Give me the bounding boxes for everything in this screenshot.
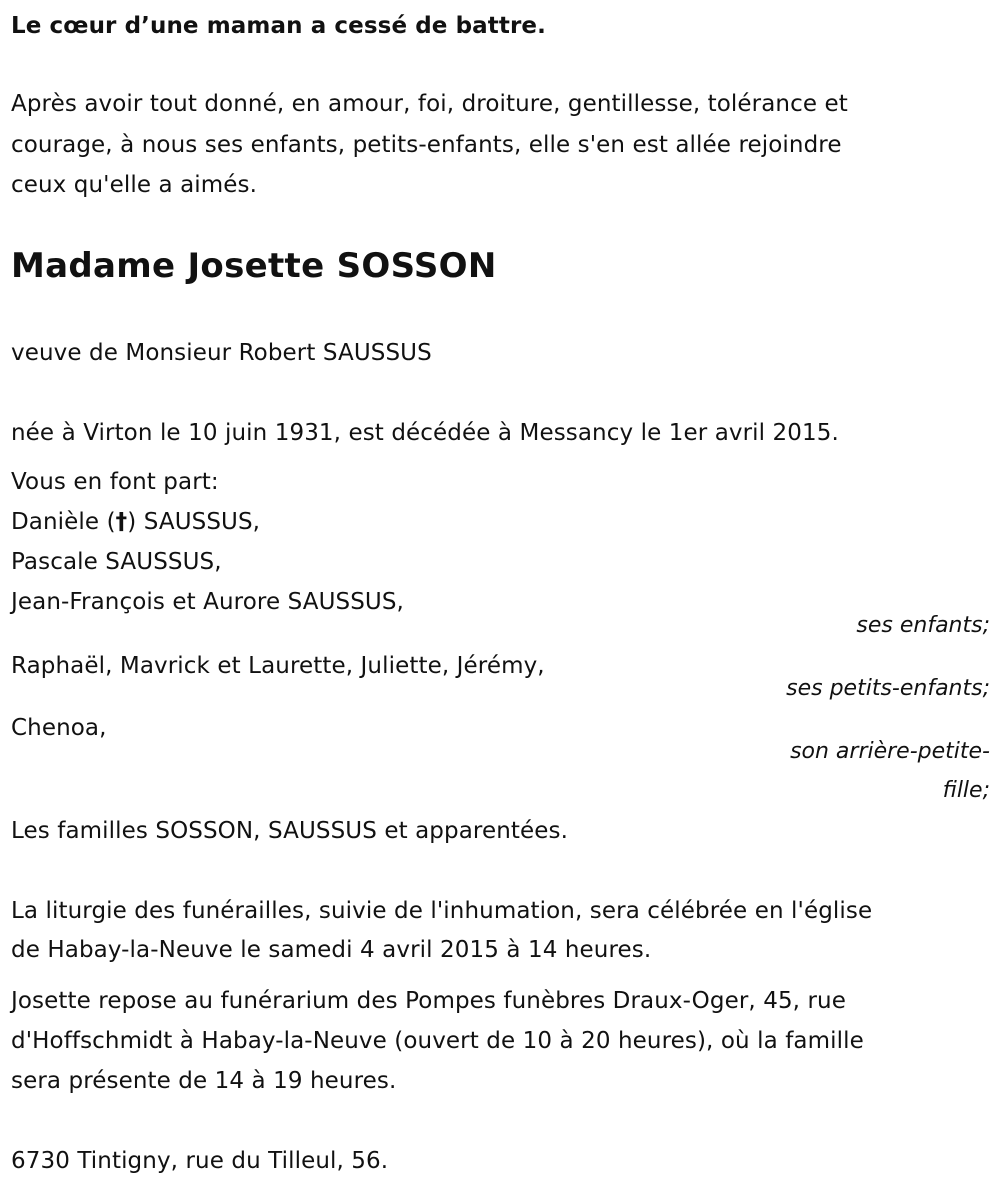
child-jean-francois: Jean-François et Aurore SAUSSUS, [11,589,404,615]
birth-death-line: née à Virton le 10 juin 1931, est décédée à Messancy le 1er avril 2015. [11,420,839,446]
funeral-home-line-1: Josette repose au funérarium des Pompes funèbres Draux-Oger, 45, rue [11,988,846,1014]
intro-line-2: courage, à nous ses enfants, petits-enfants, elle s'en est allée rejoindre [11,132,842,158]
great-grandchild-line: Chenoa, [11,715,107,741]
cross-icon: † [115,509,128,535]
funeral-home-line-3: sera présente de 14 à 19 heures. [11,1068,397,1094]
funeral-home-line-2: d'Hoffschmidt à Habay-la-Neuve (ouvert de 10 à 20 heures), où la famille [11,1028,864,1054]
intro-line-1: Après avoir tout donné, en amour, foi, droiture, gentillesse, tolérance et [11,91,848,117]
child-pascale: Pascale SAUSSUS, [11,549,222,575]
great-grandchild-role-line-2: fille; [942,778,990,803]
announcement-line: Vous en font part: [11,469,219,495]
liturgy-line-1: La liturgie des funérailles, suivie de l'inhumation, sera célébrée en l'église [11,898,873,924]
grandchildren-role: ses petits-enfants; [786,676,990,701]
families-line: Les familles SOSSON, SAUSSUS et apparentées. [11,818,568,844]
opening-line: Le cœur d’une maman a cessé de battre. [11,13,546,39]
widow-of-line: veuve de Monsieur Robert SAUSSUS [11,340,432,366]
child-daniele-name-end: ) SAUSSUS, [127,509,261,535]
address-line: 6730 Tintigny, rue du Tilleul, 56. [11,1148,389,1174]
children-role: ses enfants; [856,613,990,638]
grandchildren-line: Raphaël, Mavrick et Laurette, Juliette, Jérémy, [11,653,545,679]
deceased-name: Madame Josette SOSSON [11,246,497,286]
intro-line-3: ceux qu'elle a aimés. [11,172,258,198]
great-grandchild-role-line-1: son arrière-petite- [790,739,990,764]
child-daniele-name-start: Danièle ( [11,509,116,535]
liturgy-line-2: de Habay-la-Neuve le samedi 4 avril 2015 à 14 heures. [11,937,652,963]
child-daniele [11,502,260,542]
